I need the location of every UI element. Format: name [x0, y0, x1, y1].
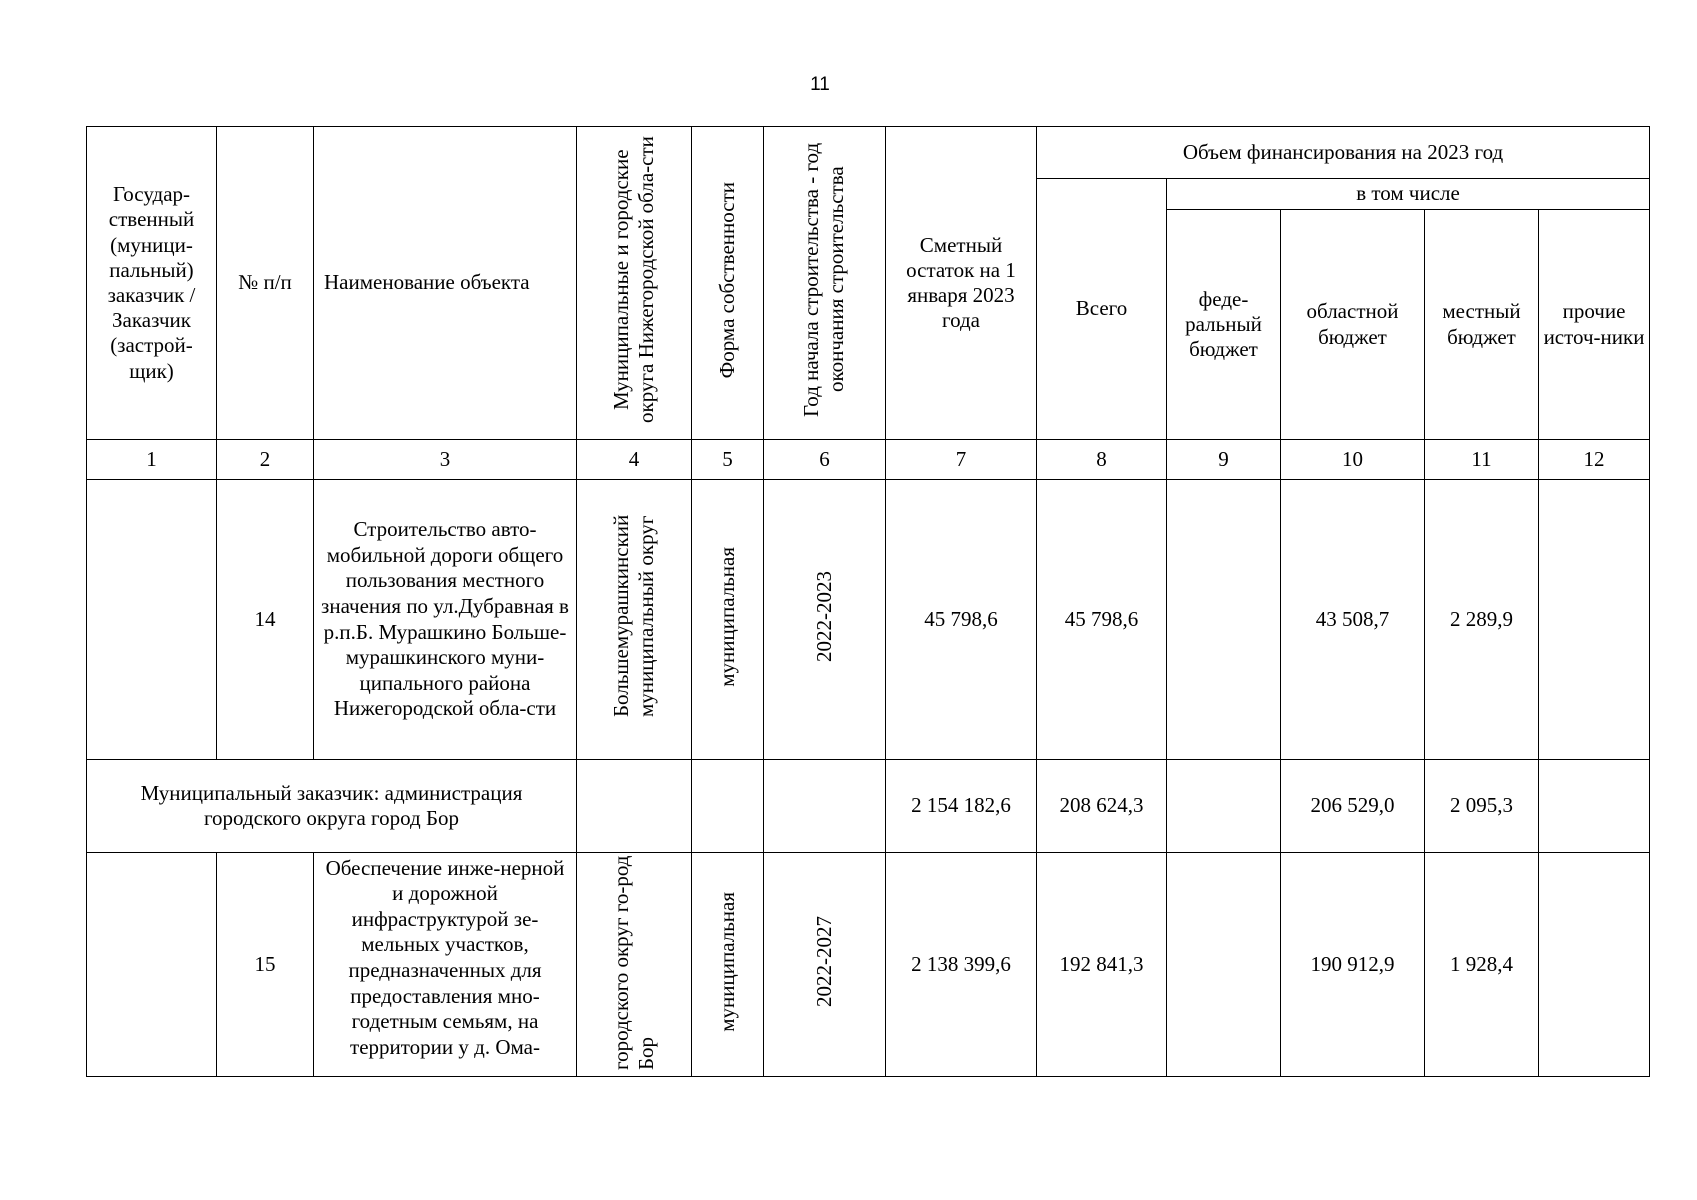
column-numbers-row — [87, 440, 1650, 480]
row15-local: 1 928,4 — [1425, 853, 1539, 1077]
row15-customer — [87, 853, 217, 1077]
subtotal-local: 2 095,3 — [1425, 760, 1539, 853]
header-federal: феде-ральный бюджет — [1167, 210, 1281, 440]
table-row-14 — [87, 480, 1650, 760]
header-object-name: Наименование объекта — [314, 127, 577, 440]
row15-other — [1539, 853, 1650, 1077]
row14-federal — [1167, 480, 1281, 760]
subtotal-years — [764, 760, 886, 853]
header-other: прочие источ-ники — [1539, 210, 1650, 440]
header-municipal-text: Муниципальные и городские округа Нижегородской обла-сти — [608, 136, 658, 424]
column-number: 2 — [217, 440, 314, 480]
subtotal-ownership — [692, 760, 764, 853]
row15-estimate: 2 138 399,6 — [886, 853, 1037, 1077]
column-number: 6 — [764, 440, 886, 480]
header-ownership — [692, 127, 764, 440]
subtotal-regional: 206 529,0 — [1281, 760, 1425, 853]
row15-federal — [1167, 853, 1281, 1077]
row14-other — [1539, 480, 1650, 760]
financing-table — [86, 126, 1650, 1077]
row15-municipal — [577, 853, 692, 1077]
subtotal-customer: Муниципальный заказчик: администрация городского округа город Бор — [87, 760, 577, 853]
header-customer: Государ-ственный (муници-пальный) заказчик / Заказчик (застрой-щик) — [87, 127, 217, 440]
row15-num: 15 — [217, 853, 314, 1077]
row14-municipal — [577, 480, 692, 760]
row15-regional: 190 912,9 — [1281, 853, 1425, 1077]
header-regional: областной бюджет — [1281, 210, 1425, 440]
header-years — [764, 127, 886, 440]
column-number: 4 — [577, 440, 692, 480]
column-number: 12 — [1539, 440, 1650, 480]
column-number: 11 — [1425, 440, 1539, 480]
header-years-text: Год начала строительства - год окончания строительства — [799, 142, 849, 417]
column-number: 3 — [314, 440, 577, 480]
header-num: № п/п — [217, 127, 314, 440]
row15-ownership-text: муниципальная — [714, 891, 739, 1032]
subtotal-federal — [1167, 760, 1281, 853]
subtotal-estimate: 2 154 182,6 — [886, 760, 1037, 853]
header-estimate: Сметный остаток на 1 января 2023 года — [886, 127, 1037, 440]
row15-years — [764, 853, 886, 1077]
subtotal-total: 208 624,3 — [1037, 760, 1167, 853]
header-including: в том числе — [1167, 179, 1650, 210]
column-number: 8 — [1037, 440, 1167, 480]
table-row-subtotal — [87, 760, 1650, 853]
header-row-1 — [87, 127, 1650, 179]
row14-years — [764, 480, 886, 760]
header-financing: Объем финансирования на 2023 год — [1037, 127, 1650, 179]
subtotal-municipal — [577, 760, 692, 853]
column-number: 10 — [1281, 440, 1425, 480]
header-municipal — [577, 127, 692, 440]
header-total: Всего — [1037, 179, 1167, 440]
row15-name-text: Обеспечение инже-нерной и дорожной инфраструктурой зе-мельных участков, предназначенных для предоставления мно-годетным семьям, на территории у д. Ома- — [325, 855, 565, 1059]
column-number: 5 — [692, 440, 764, 480]
row14-ownership — [692, 480, 764, 760]
subtotal-other — [1539, 760, 1650, 853]
row14-name: Строительство авто-мобильной дороги общего пользования местного значения по ул.Дубравная в р.п.Б. Мурашкино Больше-мурашкинского муни-ципального района Нижегородской обла-сти — [314, 480, 577, 760]
row14-years-text: 2022-2023 — [811, 570, 836, 662]
row14-ownership-text: муниципальная — [714, 546, 739, 687]
column-number: 7 — [886, 440, 1037, 480]
row15-total: 192 841,3 — [1037, 853, 1167, 1077]
column-number: 9 — [1167, 440, 1281, 480]
row15-ownership — [692, 853, 764, 1077]
header-local: местный бюджет — [1425, 210, 1539, 440]
row14-regional: 43 508,7 — [1281, 480, 1425, 760]
row14-local: 2 289,9 — [1425, 480, 1539, 760]
row14-municipal-text: Большемурашкинский муниципальный округ — [608, 515, 658, 718]
row14-num: 14 — [217, 480, 314, 760]
row14-total: 45 798,6 — [1037, 480, 1167, 760]
page-number: 11 — [810, 74, 830, 95]
table-row-15 — [87, 853, 1650, 1077]
header-ownership-text: Форма собственности — [714, 181, 739, 379]
row14-estimate: 45 798,6 — [886, 480, 1037, 760]
row15-name — [314, 853, 577, 1077]
row14-customer — [87, 480, 217, 760]
row15-municipal-text: городского округ го-род Бор — [608, 855, 658, 1070]
row15-years-text: 2022-2027 — [811, 915, 836, 1007]
column-number: 1 — [87, 440, 217, 480]
